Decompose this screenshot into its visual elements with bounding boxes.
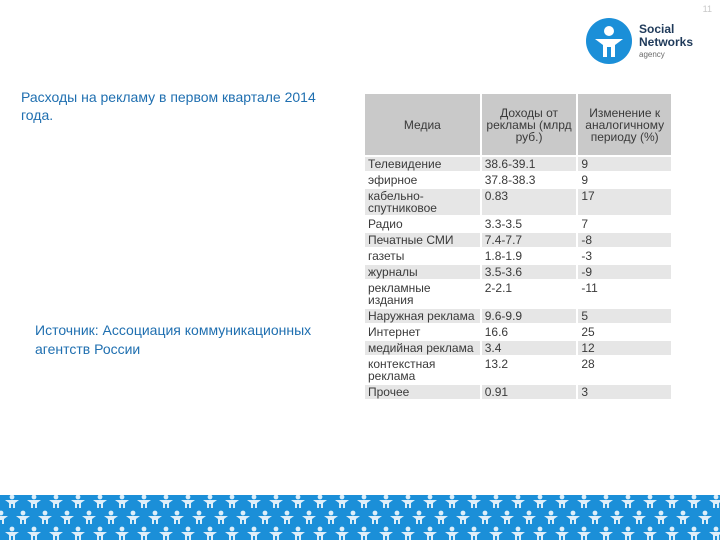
footer-figure-icon bbox=[533, 495, 547, 508]
table-header-row bbox=[365, 94, 671, 156]
footer-figure-icon bbox=[126, 511, 140, 524]
cell-change: -3 bbox=[577, 248, 671, 264]
cell-media: контекстная реклама bbox=[365, 356, 481, 384]
footer-figure-icon bbox=[137, 495, 151, 508]
footer-figure-icon bbox=[445, 495, 459, 508]
footer-figure-icon bbox=[5, 527, 19, 540]
footer-figure-icon bbox=[654, 511, 668, 524]
footer-arrows-pattern bbox=[0, 495, 720, 540]
footer-figure-icon bbox=[434, 511, 448, 524]
table-row bbox=[365, 248, 671, 264]
footer-figure-icon bbox=[566, 511, 580, 524]
footer-figure-icon bbox=[599, 527, 613, 540]
footer-figure-icon bbox=[555, 495, 569, 508]
cell-income: 0.83 bbox=[481, 188, 578, 216]
footer-figure-icon bbox=[522, 511, 536, 524]
table-row bbox=[365, 156, 671, 172]
logo-line1: Social bbox=[639, 22, 675, 36]
cell-media: медийная реклама bbox=[365, 340, 481, 356]
footer-figure-icon bbox=[357, 527, 371, 540]
cell-change: 12 bbox=[577, 340, 671, 356]
footer-figure-icon bbox=[16, 511, 30, 524]
cell-media: Интернет bbox=[365, 324, 481, 340]
footer-figure-icon bbox=[533, 527, 547, 540]
logo-sub: agency bbox=[639, 50, 665, 59]
footer-figure-icon bbox=[555, 527, 569, 540]
cell-media: эфирное bbox=[365, 172, 481, 188]
footer-pattern-band bbox=[0, 495, 720, 540]
footer-figure-icon bbox=[181, 527, 195, 540]
cell-income: 3.4 bbox=[481, 340, 578, 356]
footer-figure-icon bbox=[357, 495, 371, 508]
footer-figure-icon bbox=[643, 495, 657, 508]
cell-income: 0.91 bbox=[481, 384, 578, 399]
footer-figure-icon bbox=[379, 495, 393, 508]
footer-figure-icon bbox=[467, 527, 481, 540]
footer-figure-icon bbox=[236, 511, 250, 524]
cell-media: газеты bbox=[365, 248, 481, 264]
footer-figure-icon bbox=[49, 495, 63, 508]
cell-income: 13.2 bbox=[481, 356, 578, 384]
footer-figure-icon bbox=[247, 527, 261, 540]
cell-change: -8 bbox=[577, 232, 671, 248]
footer-figure-icon bbox=[0, 511, 8, 524]
footer-figure-icon bbox=[577, 495, 591, 508]
footer-figure-icon bbox=[577, 527, 591, 540]
footer-figure-icon bbox=[599, 495, 613, 508]
footer-figure-icon bbox=[390, 511, 404, 524]
footer-figure-icon bbox=[621, 495, 635, 508]
footer-figure-icon bbox=[368, 511, 382, 524]
footer-figure-icon bbox=[313, 527, 327, 540]
footer-figure-icon bbox=[225, 527, 239, 540]
footer-figure-icon bbox=[632, 511, 646, 524]
footer-figure-icon bbox=[335, 495, 349, 508]
footer-figure-icon bbox=[445, 527, 459, 540]
table-row bbox=[365, 216, 671, 232]
footer-figure-icon bbox=[291, 495, 305, 508]
footer-figure-icon bbox=[104, 511, 118, 524]
page-number: 11 bbox=[702, 4, 712, 14]
cell-income: 9.6-9.9 bbox=[481, 308, 578, 324]
footer-figure-icon bbox=[115, 527, 129, 540]
footer-figure-icon bbox=[291, 527, 305, 540]
cell-change: 7 bbox=[577, 216, 671, 232]
footer-figure-icon bbox=[38, 511, 52, 524]
cell-media: кабельно-спутниковое bbox=[365, 188, 481, 216]
footer-figure-icon bbox=[335, 527, 349, 540]
social-networks-logo bbox=[585, 17, 715, 65]
footer-figure-icon bbox=[423, 495, 437, 508]
header-media: Медиа bbox=[365, 94, 481, 156]
footer-figure-icon bbox=[346, 511, 360, 524]
table-row bbox=[365, 232, 671, 248]
footer-figure-icon bbox=[544, 511, 558, 524]
footer-figure-icon bbox=[280, 511, 294, 524]
cell-change: 25 bbox=[577, 324, 671, 340]
footer-figure-icon bbox=[214, 511, 228, 524]
table-row bbox=[365, 188, 671, 216]
cell-income: 3.5-3.6 bbox=[481, 264, 578, 280]
cell-change: -11 bbox=[577, 280, 671, 308]
footer-figure-icon bbox=[478, 511, 492, 524]
table-row bbox=[365, 280, 671, 308]
cell-income: 1.8-1.9 bbox=[481, 248, 578, 264]
footer-figure-icon bbox=[698, 511, 712, 524]
cell-change: 17 bbox=[577, 188, 671, 216]
cell-income: 7.4-7.7 bbox=[481, 232, 578, 248]
footer-figure-icon bbox=[676, 511, 690, 524]
cell-change: 3 bbox=[577, 384, 671, 399]
footer-figure-icon bbox=[467, 495, 481, 508]
cell-income: 38.6-39.1 bbox=[481, 156, 578, 172]
footer-figure-icon bbox=[159, 495, 173, 508]
footer-figure-icon bbox=[203, 495, 217, 508]
footer-figure-icon bbox=[313, 495, 327, 508]
footer-figure-icon bbox=[412, 511, 426, 524]
footer-figure-icon bbox=[170, 511, 184, 524]
footer-figure-icon bbox=[709, 527, 720, 540]
footer-figure-icon bbox=[148, 511, 162, 524]
header-income: Доходы от рекламы (млрд руб.) bbox=[481, 94, 578, 156]
ad-spend-table bbox=[365, 94, 671, 399]
footer-figure-icon bbox=[500, 511, 514, 524]
logo-mark-icon bbox=[585, 17, 633, 65]
footer-figure-icon bbox=[93, 495, 107, 508]
footer-figure-icon bbox=[687, 495, 701, 508]
table-row bbox=[365, 356, 671, 384]
footer-figure-icon bbox=[621, 527, 635, 540]
footer-figure-icon bbox=[401, 495, 415, 508]
cell-media: Радио bbox=[365, 216, 481, 232]
footer-figure-icon bbox=[709, 495, 720, 508]
table-row bbox=[365, 324, 671, 340]
footer-figure-icon bbox=[269, 527, 283, 540]
footer-figure-icon bbox=[489, 527, 503, 540]
cell-change: -9 bbox=[577, 264, 671, 280]
table-row bbox=[365, 264, 671, 280]
cell-income: 16.6 bbox=[481, 324, 578, 340]
table-row bbox=[365, 384, 671, 399]
footer-figure-icon bbox=[665, 527, 679, 540]
footer-figure-icon bbox=[203, 527, 217, 540]
page-heading: Расходы на рекламу в первом квартале 2014 года. bbox=[21, 89, 316, 123]
footer-figure-icon bbox=[71, 527, 85, 540]
footer-figure-icon bbox=[665, 495, 679, 508]
footer-figure-icon bbox=[71, 495, 85, 508]
footer-figure-icon bbox=[137, 527, 151, 540]
footer-figure-icon bbox=[489, 495, 503, 508]
footer-figure-icon bbox=[588, 511, 602, 524]
footer-figure-icon bbox=[225, 495, 239, 508]
footer-figure-icon bbox=[511, 527, 525, 540]
footer-figure-icon bbox=[269, 495, 283, 508]
footer-figure-icon bbox=[159, 527, 173, 540]
cell-change: 9 bbox=[577, 156, 671, 172]
footer-figure-icon bbox=[643, 527, 657, 540]
cell-income: 3.3-3.5 bbox=[481, 216, 578, 232]
footer-figure-icon bbox=[93, 527, 107, 540]
source-note: Источник: Ассоциация коммуникационных агентств России bbox=[35, 322, 312, 357]
cell-media: Телевидение bbox=[365, 156, 481, 172]
table-row bbox=[365, 308, 671, 324]
cell-change: 9 bbox=[577, 172, 671, 188]
footer-figure-icon bbox=[60, 511, 74, 524]
footer-figure-icon bbox=[324, 511, 338, 524]
logo-line2: Networks bbox=[639, 35, 694, 49]
table-row bbox=[365, 172, 671, 188]
footer-figure-icon bbox=[511, 495, 525, 508]
footer-figure-icon bbox=[82, 511, 96, 524]
footer-figure-icon bbox=[192, 511, 206, 524]
cell-change: 5 bbox=[577, 308, 671, 324]
cell-income: 37.8-38.3 bbox=[481, 172, 578, 188]
cell-media: рекламные издания bbox=[365, 280, 481, 308]
cell-media: Прочее bbox=[365, 384, 481, 399]
footer-figure-icon bbox=[401, 527, 415, 540]
footer-figure-icon bbox=[247, 495, 261, 508]
footer-figure-icon bbox=[49, 527, 63, 540]
footer-figure-icon bbox=[610, 511, 624, 524]
cell-change: 28 bbox=[577, 356, 671, 384]
cell-media: журналы bbox=[365, 264, 481, 280]
footer-figure-icon bbox=[115, 495, 129, 508]
footer-figure-icon bbox=[687, 527, 701, 540]
footer-figure-icon bbox=[181, 495, 195, 508]
footer-figure-icon bbox=[27, 527, 41, 540]
footer-figure-icon bbox=[423, 527, 437, 540]
header-change: Изменение к аналогичному периоду (%) bbox=[577, 94, 671, 156]
cell-media: Наружная реклама bbox=[365, 308, 481, 324]
footer-figure-icon bbox=[302, 511, 316, 524]
footer-figure-icon bbox=[456, 511, 470, 524]
cell-media: Печатные СМИ bbox=[365, 232, 481, 248]
footer-figure-icon bbox=[5, 495, 19, 508]
cell-income: 2-2.1 bbox=[481, 280, 578, 308]
footer-figure-icon bbox=[379, 527, 393, 540]
table-row bbox=[365, 340, 671, 356]
footer-figure-icon bbox=[258, 511, 272, 524]
footer-figure-icon bbox=[27, 495, 41, 508]
